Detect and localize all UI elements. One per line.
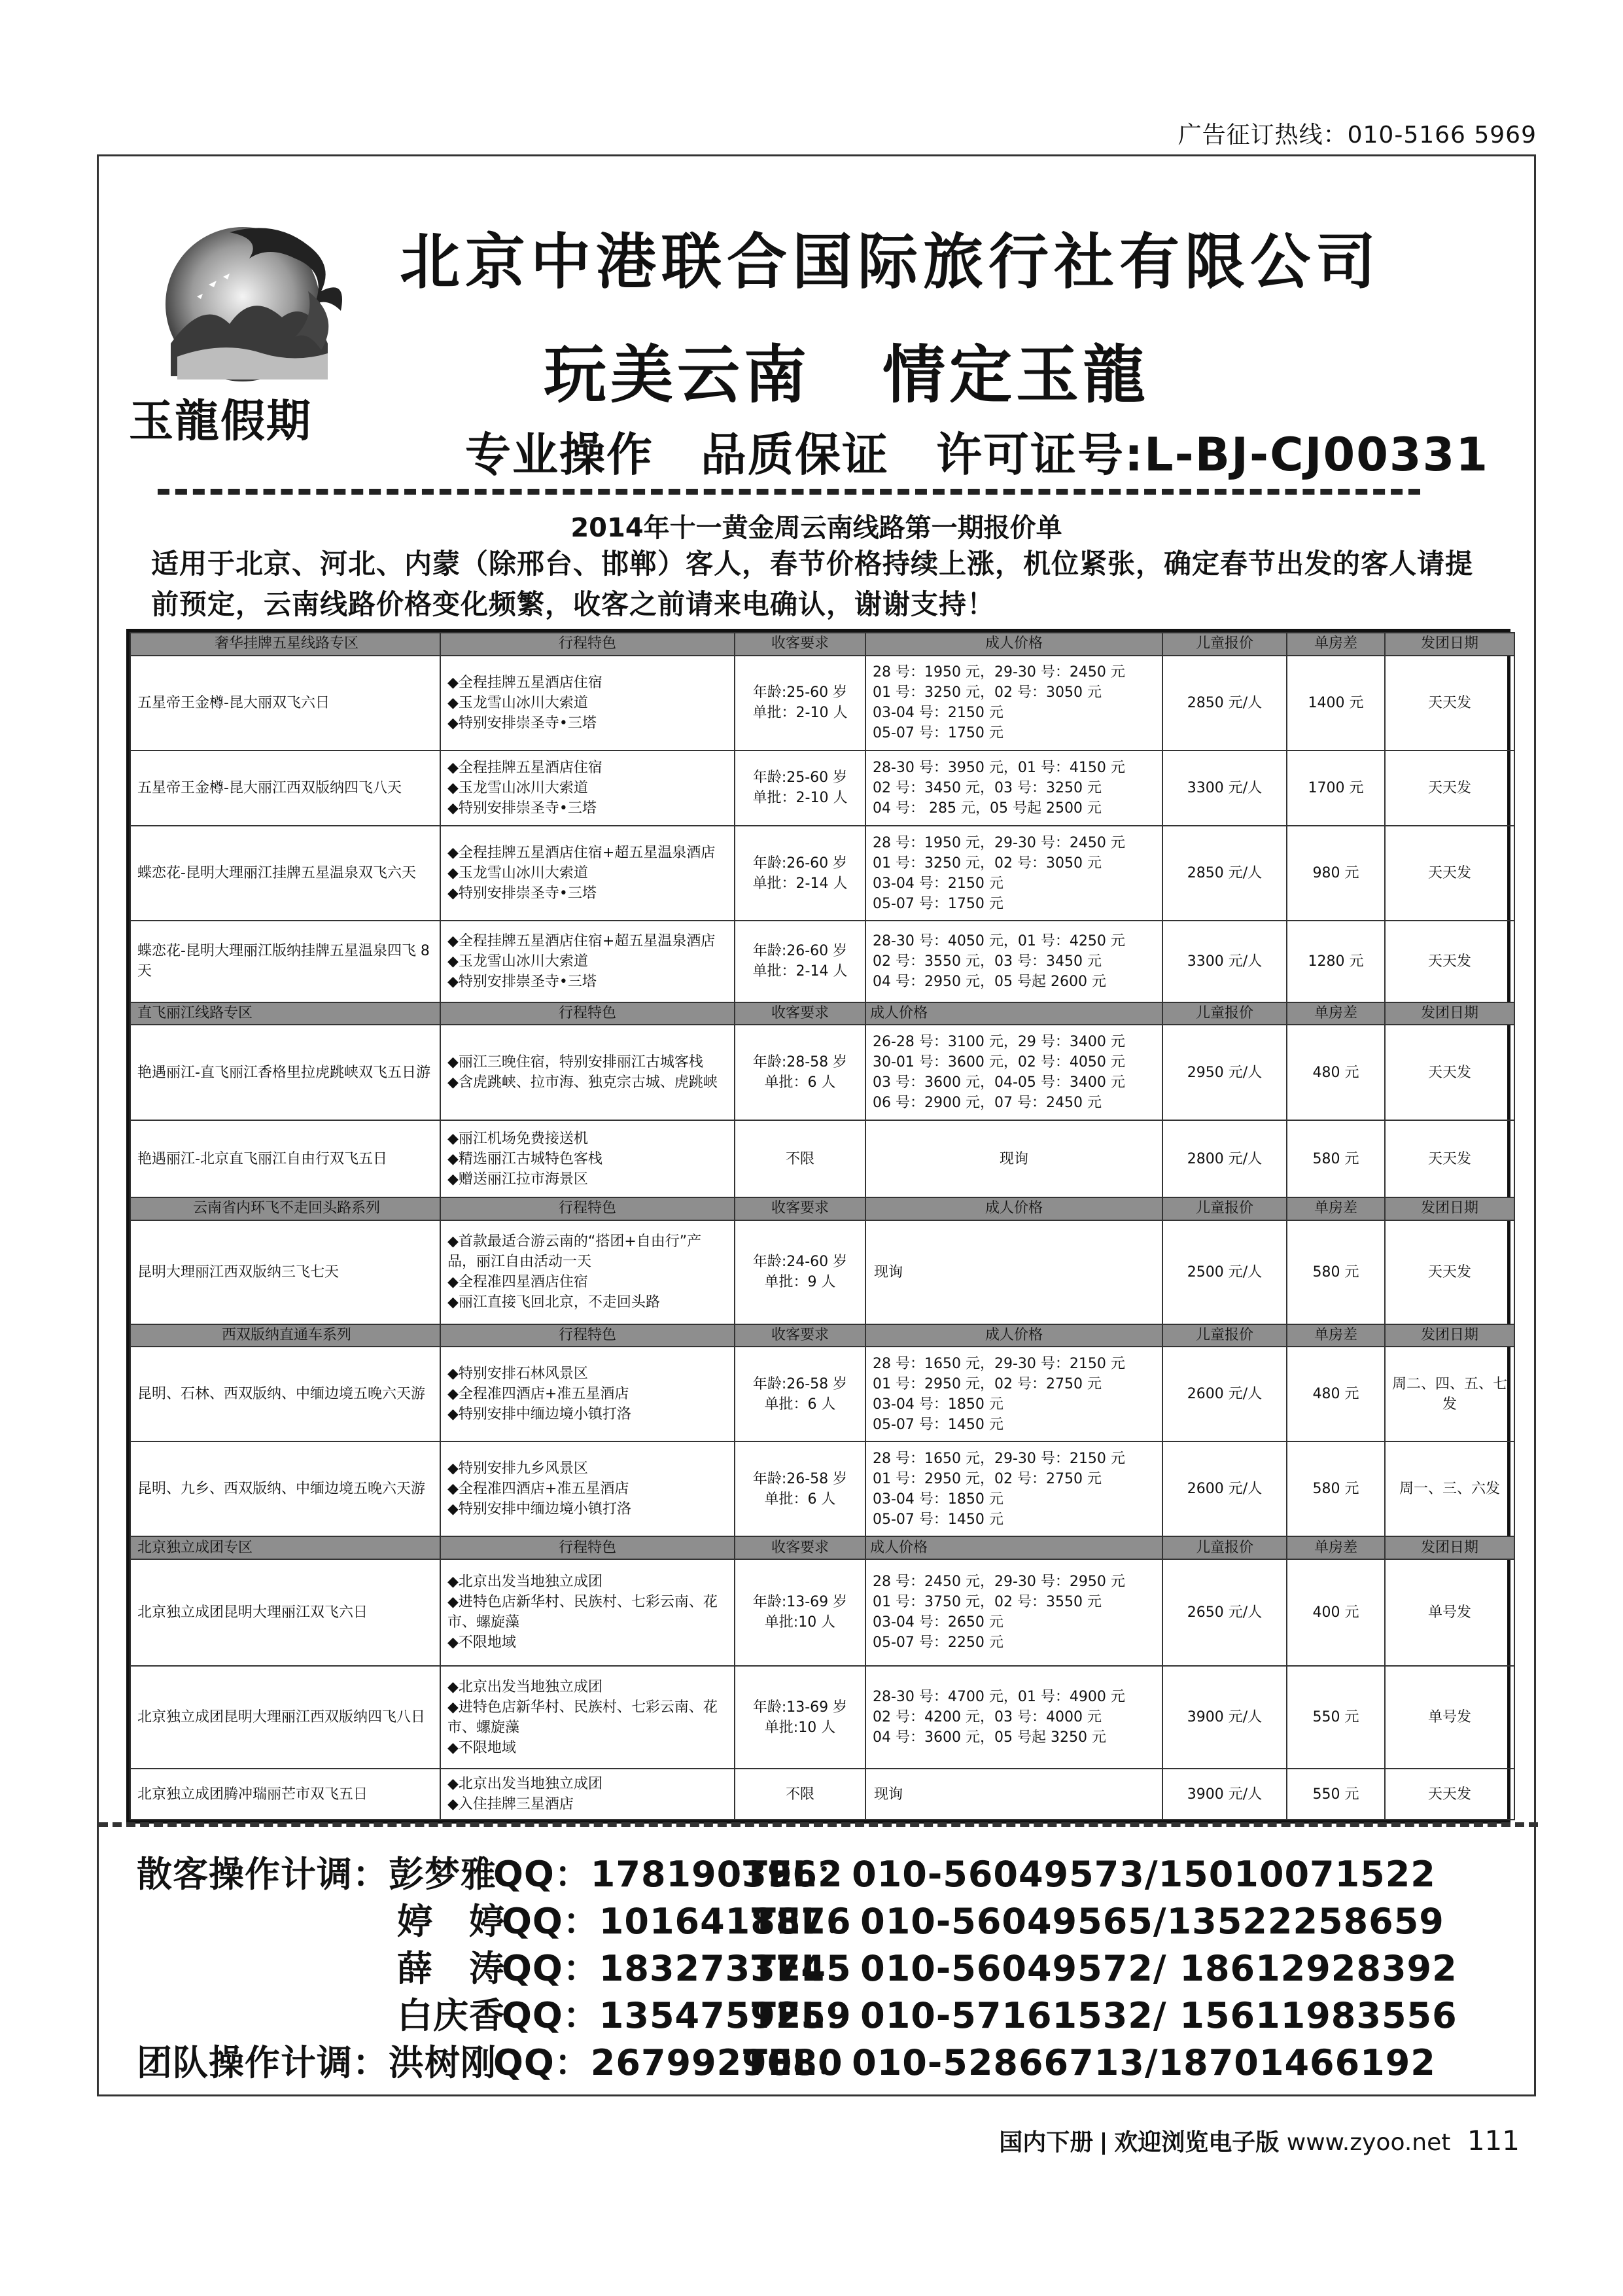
requirements-cell [735,751,865,826]
requirement-line: 单批:10 人 [764,1614,836,1631]
adult-price-cell [865,1559,1162,1666]
single-room-supplement: 480 元 [1287,1347,1385,1441]
feature-list [447,1129,727,1190]
requirements-cell [735,826,865,921]
departure-days: 天天发 [1385,1025,1514,1120]
contact-qq: QQ：1781903962 [493,1854,843,1895]
route-name: 五星帝王金樽-昆大丽江西双版纳四飞八天 [130,751,440,826]
feature-item: ◆ 北京出发当地独立成团 [447,1774,727,1794]
adult-price-line: 03-04 号：2150 元 [873,875,1003,892]
requirement-line: 单批：2-14 人 [752,875,848,892]
contact-row-4 [397,1988,1457,2038]
departure-days: 天天发 [1385,1220,1514,1324]
adult-price-line: 03-04 号：1850 元 [873,1491,1003,1508]
adult-price-cell [865,1025,1162,1120]
single-room-supplement: 580 元 [1287,1441,1385,1536]
contact-qq: QQ：1016418876 [502,1901,852,1942]
feature-item: ◆ 特别安排崇圣寺•三塔 [447,713,727,733]
section-header [130,1197,1514,1220]
adult-price-cell [865,1120,1162,1197]
contact-name: 洪树刚 [389,2042,497,2083]
adult-price-line: 04 号：3600 元，05 号起 3250 元 [873,1729,1106,1746]
column-header-features: 行程特色 [440,1324,735,1347]
requirement-line: 不限 [785,1150,814,1167]
adult-price-line: 04 号： 285 元，05 号起 2500 元 [873,800,1102,817]
column-header-adult: 成人价格 [865,1324,1162,1347]
slogan [544,325,1149,415]
child-price: 2850 元/人 [1162,826,1287,921]
table-row [130,1769,1514,1820]
notice-text: 适用于北京、河北、内蒙（除邢台、邯郸）客人，春节价格持续上涨，机位紧张，确定春节出发的客人请提前预定，云南线路价格变化频繁，收客之前请来电确认，谢谢支持！ [151,548,1474,620]
child-price: 2800 元/人 [1162,1120,1287,1197]
single-room-supplement: 1280 元 [1287,921,1385,1002]
feature-item: ◆ 玉龙雪山冰川大索道 [447,778,727,798]
table-row [130,921,1514,1002]
requirements-cell [735,1441,865,1536]
footer-separator [1102,2132,1105,2155]
company-name: 北京中港联合国际旅行社有限公司 [400,227,1382,297]
feature-list [447,1052,727,1093]
feature-list [447,843,727,904]
column-header-requirements: 收客要求 [735,1324,865,1347]
route-name: 艳遇丽江-北京直飞丽江自由行双飞五日 [130,1120,440,1197]
column-header-single: 单房差 [1287,1002,1385,1025]
feature-item: ◆ 特别安排石林风景区 [447,1364,727,1384]
group-ops-label: 团队操作计调： [137,2042,389,2083]
contact-row-2 [397,1894,1444,1944]
section-header [130,1002,1514,1025]
features-cell [440,751,735,826]
feature-item: ◆ 丽江三晚住宿，特别安排丽江古城客栈 [447,1052,727,1072]
feature-list [447,673,727,733]
adult-price-line: 05-07 号：1450 元 [873,1416,1003,1433]
table-row [130,751,1514,826]
table-row [130,1220,1514,1324]
requirement-line: 年龄:26-58 岁 [752,1375,848,1392]
adult-price-line: 06 号：2900 元，07 号：2450 元 [873,1095,1102,1112]
table-row [130,1025,1514,1120]
logo-text: 玉龍假期 [129,395,313,448]
table-row [130,656,1514,751]
requirements-cell [735,1025,865,1120]
feature-item: ◆ 进特色店新华村、民族村、七彩云南、花市、螺旋藻 [447,1592,727,1633]
adult-price-line: 28-30 号：3950 元，01 号：4150 元 [873,759,1125,776]
route-name: 昆明、石林、西双版纳、中缅边境五晚六天游 [130,1347,440,1441]
license-number: 许可证号:L-BJ-CJ00331 [936,428,1490,482]
adult-price-line: 05-07 号：1450 元 [873,1511,1003,1528]
feature-list [447,1572,727,1653]
adult-price-line: 03 号：3600 元，04-05 号：3400 元 [873,1074,1125,1091]
adult-price-line: 28 号：1650 元，29-30 号：2150 元 [873,1355,1125,1372]
contact-divider [99,1822,1538,1827]
column-header-single: 单房差 [1287,1197,1385,1220]
child-price: 2850 元/人 [1162,656,1287,751]
route-name: 昆明大理丽江西双版纳三飞七天 [130,1220,440,1324]
section-header [130,633,1514,656]
child-price: 3300 元/人 [1162,921,1287,1002]
price-list-title: 2014年十一黄金周云南线路第一期报价单 [570,513,1062,543]
route-name: 昆明、九乡、西双版纳、中缅边境五晚六天游 [130,1441,440,1536]
feature-item: ◆ 特别安排九乡风景区 [447,1458,727,1479]
column-header-depart: 发团日期 [1385,1324,1514,1347]
adult-price-cell [865,751,1162,826]
adult-price-line: 28 号：1950 元，29-30 号：2450 元 [873,664,1125,681]
departure-days: 天天发 [1385,921,1514,1002]
section-title: 奢华挂牌五星线路专区 [130,633,440,656]
section-title: 北京独立成团专区 [130,1536,440,1559]
column-header-single: 单房差 [1287,1324,1385,1347]
column-header-single: 单房差 [1287,633,1385,656]
contact-qq: QQ：2679929080 [493,2042,843,2083]
footer-volume: 国内下册 [999,2129,1094,2156]
column-header-child: 儿童报价 [1162,1197,1287,1220]
departure-days: 天天发 [1385,656,1514,751]
requirements-cell [735,921,865,1002]
feature-item: ◆ 进特色店新华村、民族村、七彩云南、花市、螺旋藻 [447,1697,727,1738]
departure-days: 天天发 [1385,751,1514,826]
requirement-line: 单批：9 人 [764,1274,836,1291]
column-header-features: 行程特色 [440,1536,735,1559]
contact-tel: TEL：010-56049572/ 18612928392 [752,1948,1457,1989]
feature-list [447,758,727,819]
adult-price-line: 30-01 号：3600 元，02 号：4050 元 [873,1054,1125,1071]
single-room-supplement: 1700 元 [1287,751,1385,826]
header-divider [158,489,1420,495]
requirements-cell [735,1120,865,1197]
adult-price-line: 现询 [999,1150,1028,1167]
feature-item: ◆ 全程挂牌五星酒店住宿+超五星温泉酒店 [447,931,727,951]
contact-name: 彭梦雅 [389,1854,497,1895]
retail-ops-label: 散客操作计调： [137,1854,389,1895]
adult-price-line: 04 号：2950 元，05 号起 2600 元 [873,973,1106,990]
adult-price-line: 28 号：2450 元，29-30 号：2950 元 [873,1574,1125,1591]
requirement-line: 年龄:28-58 岁 [752,1054,848,1071]
feature-item: ◆ 特别安排中缅边境小镇打洛 [447,1499,727,1519]
adult-price-line: 03-04 号：1850 元 [873,1396,1003,1413]
adult-price-cell [865,921,1162,1002]
slogan-right: 情定玉龍 [882,338,1149,412]
adult-price-line: 26-28 号：3100 元，29 号：3400 元 [873,1034,1125,1051]
requirements-cell [735,1559,865,1666]
adult-price-line: 01 号：2950 元，02 号：2750 元 [873,1375,1102,1392]
adult-price-line: 05-07 号：2250 元 [873,1634,1003,1651]
route-name: 北京独立成团昆明大理丽江双飞六日 [130,1559,440,1666]
table-row [130,1441,1514,1536]
feature-item: ◆ 特别安排崇圣寺•三塔 [447,798,727,819]
feature-item: ◆ 入住挂牌三星酒店 [447,1794,727,1814]
adult-price-line: 03-04 号：2650 元 [873,1614,1003,1631]
table-row [130,1666,1514,1769]
feature-list [447,1364,727,1424]
feature-item: ◆ 特别安排崇圣寺•三塔 [447,972,727,992]
table-row [130,1559,1514,1666]
tag-operation: 专业操作 [465,428,654,482]
feature-list [447,1231,727,1313]
adult-price-cell [865,1769,1162,1820]
footer-welcome: 欢迎浏览电子版 [1114,2129,1280,2156]
requirement-line: 年龄:25-60 岁 [752,684,848,701]
page-number: 111 [1467,2125,1520,2157]
features-cell [440,1120,735,1197]
feature-item: ◆ 玉龙雪山冰川大索道 [447,863,727,883]
adult-price-cell [865,1666,1162,1769]
feature-item: ◆ 玉龙雪山冰川大索道 [447,693,727,713]
ad-hotline: 广告征订热线：010-5166 5969 [1178,122,1537,149]
price-table [126,629,1510,1824]
section-title: 直飞丽江线路专区 [130,1002,440,1025]
child-price: 2600 元/人 [1162,1441,1287,1536]
requirement-line: 年龄:13-69 岁 [752,1699,848,1716]
adult-price-cell [865,1347,1162,1441]
column-header-requirements: 收客要求 [735,1536,865,1559]
requirement-line: 年龄:25-60 岁 [752,769,848,786]
adult-price-line: 现询 [874,1263,903,1280]
child-price: 3900 元/人 [1162,1769,1287,1820]
features-cell [440,1769,735,1820]
requirements-cell [735,1347,865,1441]
contact-row-3 [397,1941,1457,1991]
column-header-adult: 成人价格 [865,1197,1162,1220]
child-price: 2950 元/人 [1162,1025,1287,1120]
features-cell [440,1220,735,1324]
adult-price-line: 28-30 号：4050 元，01 号：4250 元 [873,932,1125,949]
ad-frame [97,154,1536,2096]
single-room-supplement: 580 元 [1287,1220,1385,1324]
requirement-line: 单批：2-10 人 [752,705,848,722]
contact-row-5 [137,2035,1436,2085]
column-header-adult: 成人价格 [865,633,1162,656]
adult-price-line: 05-07 号：1750 元 [873,895,1003,912]
route-name: 五星帝王金樽-昆大丽双飞六日 [130,656,440,751]
section-title: 云南省内环飞不走回头路系列 [130,1197,440,1220]
feature-item: ◆ 全程挂牌五星酒店住宿 [447,673,727,693]
requirement-line: 单批：6 人 [764,1396,836,1413]
table-row [130,1120,1514,1197]
feature-item: ◆ 全程挂牌五星酒店住宿 [447,758,727,778]
feature-item: ◆ 全程准四酒店+准五星酒店 [447,1384,727,1404]
departure-days: 周一、三、六发 [1385,1441,1514,1536]
feature-item: ◆ 北京出发当地独立成团 [447,1572,727,1592]
route-name: 北京独立成团腾冲瑞丽芒市双飞五日 [130,1769,440,1820]
departure-days: 单号发 [1385,1666,1514,1769]
requirement-line: 单批:10 人 [764,1719,836,1736]
contact-name: 婷 婷 [397,1901,505,1942]
table-row [130,826,1514,921]
column-header-requirements: 收客要求 [735,1002,865,1025]
contact-tel: TEL：010-52866713/18701466192 [743,2042,1436,2083]
features-cell [440,921,735,1002]
adult-price-line: 03-04 号：2150 元 [873,705,1003,722]
yulong-logo [129,219,367,448]
column-header-child: 儿童报价 [1162,633,1287,656]
departure-days: 天天发 [1385,1120,1514,1197]
adult-price-cell [865,826,1162,921]
requirement-line: 年龄:26-60 岁 [752,855,848,872]
route-name: 北京独立成团昆明大理丽江西双版纳四飞八日 [130,1666,440,1769]
contact-qq: QQ：1832733745 [502,1948,852,1989]
requirements-cell [735,1220,865,1324]
departure-days: 天天发 [1385,1769,1514,1820]
child-price: 3900 元/人 [1162,1666,1287,1769]
adult-price-line: 01 号：3250 元，02 号：3050 元 [873,855,1102,872]
column-header-depart: 发团日期 [1385,1002,1514,1025]
requirement-line: 单批：6 人 [764,1074,836,1091]
route-name: 蝶恋花-昆明大理丽江版纳挂牌五星温泉四飞 8 天 [130,921,440,1002]
departure-days: 周二、四、五、七发 [1385,1347,1514,1441]
requirement-line: 年龄:26-60 岁 [752,943,848,960]
feature-list [447,1458,727,1519]
requirements-cell [735,656,865,751]
child-price: 2500 元/人 [1162,1220,1287,1324]
requirement-line: 单批：2-14 人 [752,963,848,980]
single-room-supplement: 550 元 [1287,1769,1385,1820]
contact-tel: TEL：010-56049573/15010071522 [743,1854,1436,1895]
column-header-depart: 发团日期 [1385,1197,1514,1220]
column-header-depart: 发团日期 [1385,1536,1514,1559]
column-header-features: 行程特色 [440,1197,735,1220]
contact-row-1 [137,1846,1436,1897]
child-price: 2650 元/人 [1162,1559,1287,1666]
feature-item: ◆ 精选丽江古城特色客栈 [447,1149,727,1169]
requirements-cell [735,1666,865,1769]
column-header-adult: 成人价格 [865,1536,1162,1559]
feature-item: ◆ 特别安排崇圣寺•三塔 [447,883,727,904]
single-room-supplement: 550 元 [1287,1666,1385,1769]
single-room-supplement: 400 元 [1287,1559,1385,1666]
feature-item: ◆ 全程准四星酒店住宿 [447,1272,727,1292]
contact-name: 白庆香 [397,1995,505,2036]
feature-item: ◆ 全程挂牌五星酒店住宿+超五星温泉酒店 [447,843,727,863]
column-header-features: 行程特色 [440,633,735,656]
features-cell [440,656,735,751]
feature-item: ◆ 特别安排中缅边境小镇打洛 [447,1404,727,1424]
route-name: 艳遇丽江-直飞丽江香格里拉虎跳峡双飞五日游 [130,1025,440,1120]
column-header-depart: 发团日期 [1385,633,1514,656]
child-price: 2600 元/人 [1162,1347,1287,1441]
adult-price-line: 05-07 号：1750 元 [873,725,1003,742]
slogan-left: 玩美云南 [544,338,811,412]
requirement-line: 年龄:24-60 岁 [752,1254,848,1271]
departure-days: 单号发 [1385,1559,1514,1666]
feature-item: ◆ 赠送丽江拉市海景区 [447,1169,727,1190]
adult-price-line: 02 号：4200 元，03 号：4000 元 [873,1709,1102,1726]
requirement-line: 单批：2-10 人 [752,790,848,807]
column-header-features: 行程特色 [440,1002,735,1025]
feature-list [447,931,727,992]
footer-site-link[interactable]: www.zyoo.net [1286,2129,1451,2156]
features-cell [440,1441,735,1536]
column-header-requirements: 收客要求 [735,1197,865,1220]
feature-item: ◆ 丽江直接飞回北京，不走回头路 [447,1292,727,1313]
adult-price-cell [865,1220,1162,1324]
features-cell [440,826,735,921]
feature-item: ◆ 全程准四酒店+准五星酒店 [447,1479,727,1499]
feature-item: ◆ 首款最适合游云南的“搭团+自由行”产品，丽江自由活动一天 [447,1231,727,1272]
features-cell [440,1666,735,1769]
adult-price-line: 现询 [874,1786,903,1803]
single-room-supplement: 1400 元 [1287,656,1385,751]
feature-item: ◆ 北京出发当地独立成团 [447,1677,727,1697]
column-header-child: 儿童报价 [1162,1002,1287,1025]
adult-price-cell [865,1441,1162,1536]
adult-price-line: 01 号：3750 元，02 号：3550 元 [873,1594,1102,1611]
single-room-supplement: 980 元 [1287,826,1385,921]
tag-quality: 品质保证 [701,428,889,482]
adult-price-line: 01 号：2950 元，02 号：2750 元 [873,1470,1102,1487]
feature-item: ◆ 玉龙雪山冰川大索道 [447,951,727,972]
feature-item: ◆ 含虎跳峡、拉市海、独克宗古城、虎跳峡 [447,1072,727,1093]
single-room-supplement: 480 元 [1287,1025,1385,1120]
feature-item: ◆ 丽江机场免费接送机 [447,1129,727,1149]
column-header-single: 单房差 [1287,1536,1385,1559]
table-row [130,1347,1514,1441]
contact-tel: TEL：010-56049565/13522258659 [752,1901,1444,1942]
adult-price-line: 28 号：1950 元，29-30 号：2450 元 [873,834,1125,851]
contact-name: 薛 涛 [397,1948,505,1989]
feature-list [447,1774,727,1814]
requirement-line: 单批：6 人 [764,1491,836,1508]
column-header-child: 儿童报价 [1162,1536,1287,1559]
adult-price-cell [865,656,1162,751]
feature-item: ◆ 不限地域 [447,1633,727,1653]
adult-price-line: 01 号：3250 元，02 号：3050 元 [873,684,1102,701]
requirement-line: 不限 [785,1786,814,1803]
section-title: 西双版纳直通车系列 [130,1324,440,1347]
adult-price-line: 02 号：3450 元，03 号：3250 元 [873,779,1102,796]
adult-price-line: 02 号：3550 元，03 号：3450 元 [873,953,1102,970]
contact-tel: TEL：010-57161532/ 15611983556 [752,1995,1457,2036]
adult-price-line: 28-30 号：4700 元，01 号：4900 元 [873,1689,1125,1706]
column-header-adult: 成人价格 [865,1002,1162,1025]
section-header [130,1536,1514,1559]
features-cell [440,1347,735,1441]
adult-price-line: 28 号：1650 元，29-30 号：2150 元 [873,1450,1125,1467]
tagline [465,418,1489,484]
features-cell [440,1559,735,1666]
single-room-supplement: 580 元 [1287,1120,1385,1197]
requirement-line: 年龄:26-58 岁 [752,1470,848,1487]
page-footer [999,2124,1520,2157]
features-cell [440,1025,735,1120]
contact-qq: QQ：1354759259 [502,1995,852,2036]
column-header-child: 儿童报价 [1162,1324,1287,1347]
column-header-requirements: 收客要求 [735,633,865,656]
feature-list [447,1677,727,1758]
requirements-cell [735,1769,865,1820]
child-price: 3300 元/人 [1162,751,1287,826]
section-header [130,1324,1514,1347]
route-name: 蝶恋花-昆明大理丽江挂牌五星温泉双飞六天 [130,826,440,921]
feature-item: ◆ 不限地域 [447,1738,727,1758]
departure-days: 天天发 [1385,826,1514,921]
requirement-line: 年龄:13-69 岁 [752,1594,848,1611]
